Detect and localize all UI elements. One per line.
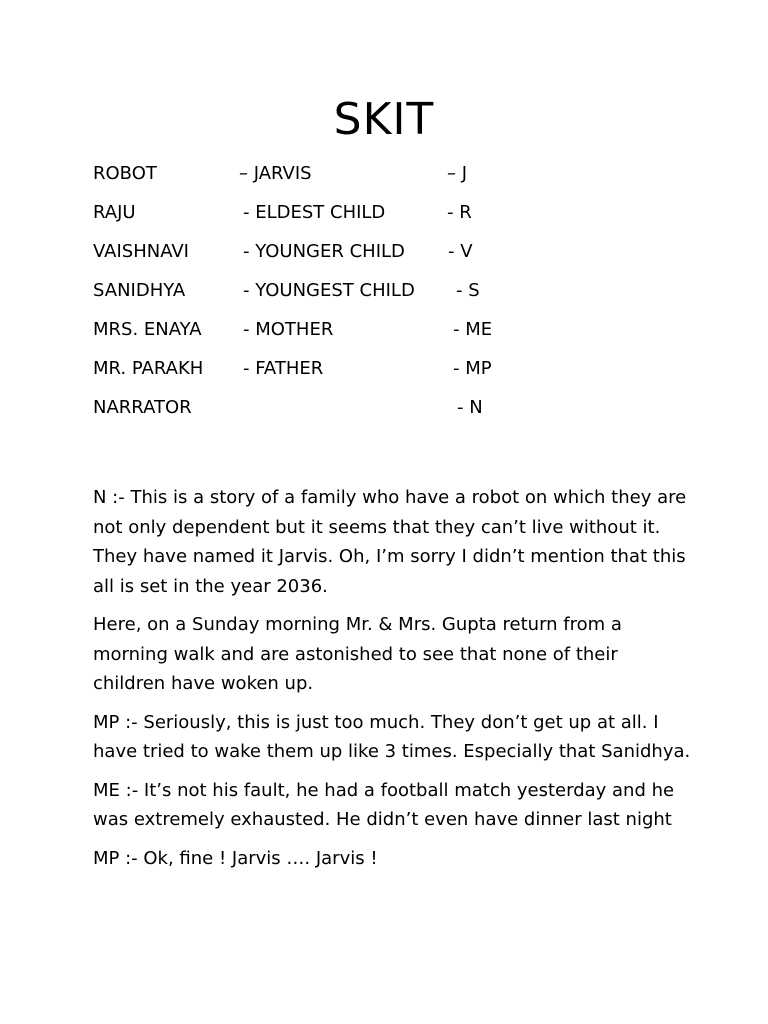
cast-abbr: - N	[457, 397, 483, 418]
script-paragraph: Here, on a Sunday morning Mr. & Mrs. Gupta return from a morning walk and are astonished to see that none of their children have woken up.	[93, 614, 622, 694]
cast-list	[93, 163, 693, 436]
cast-abbr: - MP	[453, 358, 492, 379]
cast-abbr: - ME	[453, 319, 493, 340]
script-paragraph: MP :- Ok, fine ! Jarvis …. Jarvis !	[93, 847, 378, 869]
cast-name: MRS. ENAYA	[93, 319, 202, 340]
cast-role: - YOUNGER CHILD	[243, 241, 405, 262]
cast-name: NARRATOR	[93, 397, 192, 418]
cast-role: - FATHER	[243, 358, 324, 379]
script-paragraph: ME :- It’s not his fault, he had a football match yesterday and he was extremely exhausted. He didn’t even have dinner last night	[93, 779, 675, 830]
cast-abbr: - S	[456, 280, 480, 301]
cast-row	[93, 241, 693, 280]
cast-role: - MOTHER	[243, 319, 334, 340]
cast-abbr: - R	[447, 202, 472, 223]
cast-row	[93, 319, 693, 358]
cast-name: MR. PARAKH	[93, 358, 204, 379]
cast-abbr: – J	[447, 163, 468, 184]
cast-name: RAJU	[93, 202, 136, 223]
cast-row	[93, 358, 693, 397]
cast-name: SANIDHYA	[93, 280, 186, 301]
cast-abbr: - V	[448, 241, 473, 262]
cast-role: - YOUNGEST CHILD	[243, 280, 415, 301]
cast-role: – JARVIS	[239, 163, 312, 184]
cast-name: ROBOT	[93, 163, 157, 184]
cast-row	[93, 397, 693, 436]
cast-role: - ELDEST CHILD	[243, 202, 386, 223]
cast-row	[93, 163, 693, 202]
script-paragraph: MP :- Seriously, this is just too much. They don’t get up at all. I have tried to wake them up like 3 times. Especially that Sanidhya.	[93, 711, 691, 762]
script-body	[93, 483, 693, 882]
page-title: SKIT	[333, 94, 435, 145]
cast-row	[93, 280, 693, 319]
cast-row	[93, 202, 693, 241]
cast-name: VAISHNAVI	[93, 241, 189, 262]
script-paragraph: N :- This is a story of a family who have a robot on which they are not only dependent but it seems that they can’t live without it. They have named it Jarvis. Oh, I’m sorry I didn’t mention that this all is set in the year 2036.	[93, 487, 687, 597]
